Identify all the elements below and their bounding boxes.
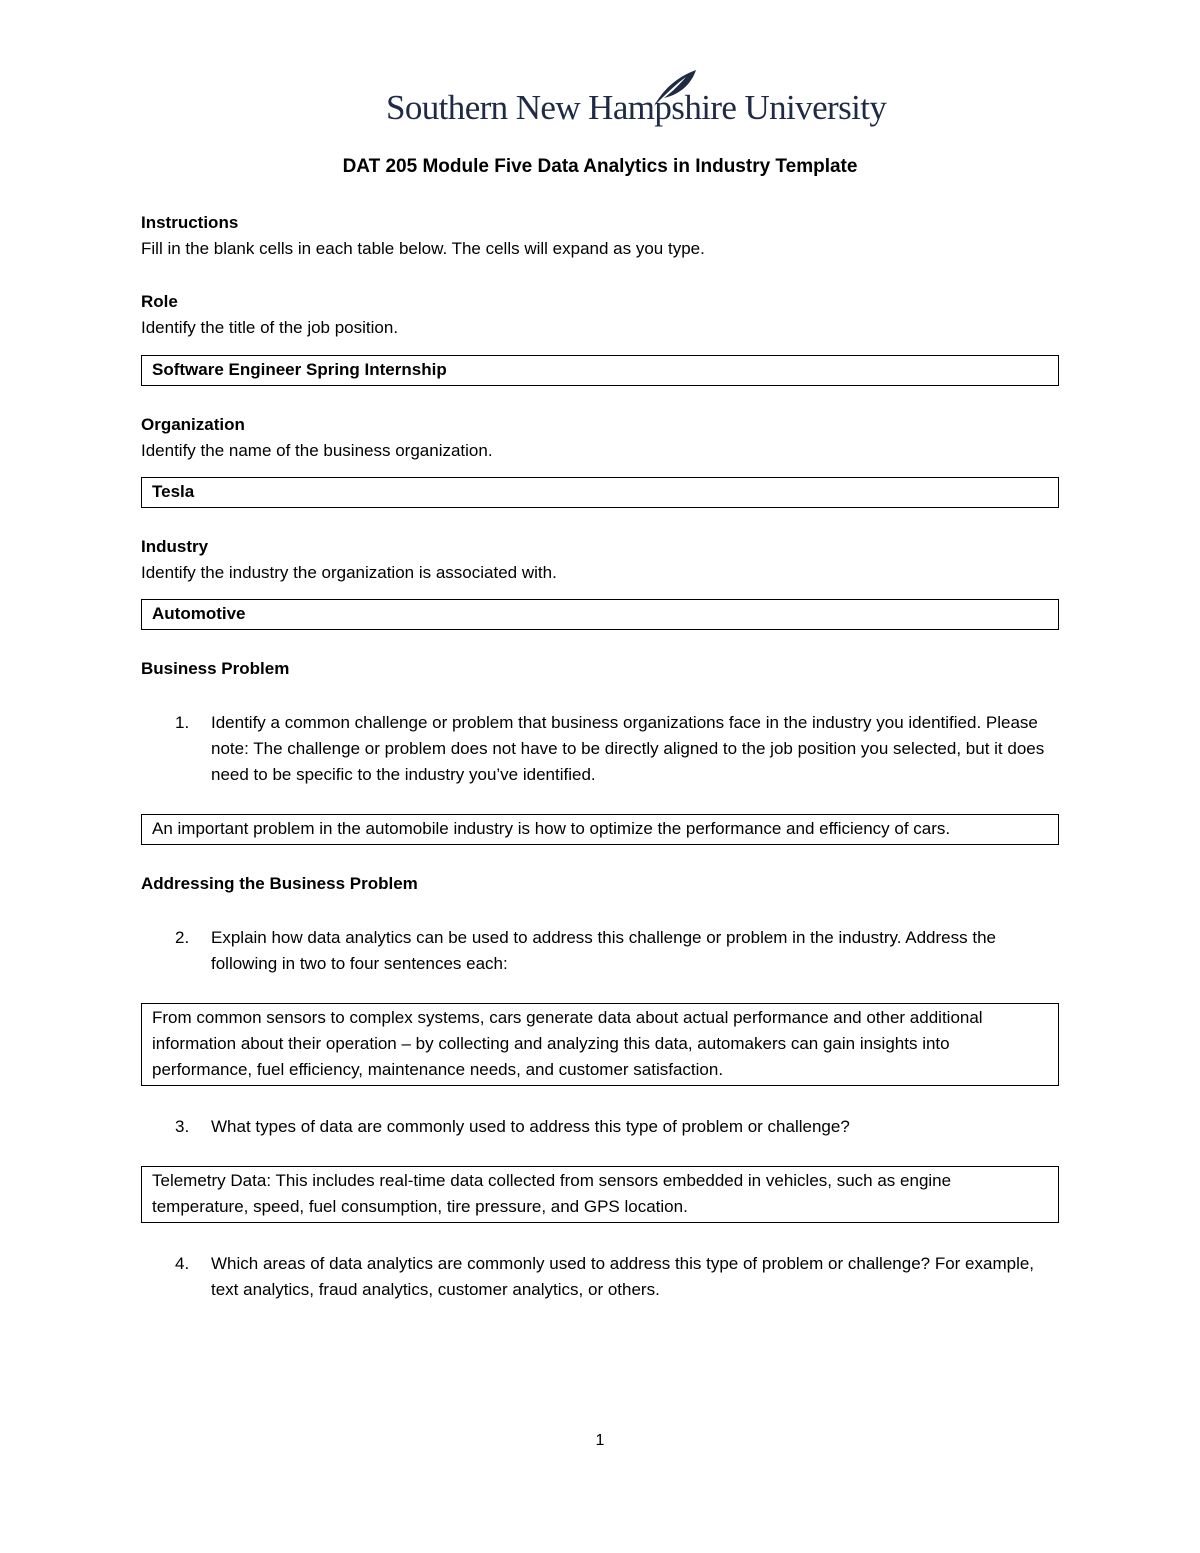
question-1: [141, 710, 1061, 788]
question-2-number: 2.: [175, 928, 190, 947]
organization-answer-cell[interactable]: Tesla: [141, 477, 1059, 508]
question-3-number: 3.: [175, 1117, 190, 1136]
logo-wordmark: Southern New Hampshire University: [386, 88, 887, 127]
question-2: [141, 925, 1061, 977]
instructions-heading: Instructions: [141, 213, 239, 232]
instructions-section: [141, 210, 1061, 262]
addressing-section: [141, 871, 1061, 1303]
business-problem-heading: Business Problem: [141, 659, 290, 678]
question-3: [141, 1114, 1061, 1140]
industry-heading: Industry: [141, 537, 209, 556]
role-section: [141, 289, 1061, 386]
question-1-answer-cell[interactable]: An important problem in the automobile industry is how to optimize the performance and efficiency of cars.: [141, 814, 1059, 845]
question-1-number: 1.: [175, 713, 190, 732]
role-heading: Role: [141, 292, 178, 311]
page-number: 1: [595, 1432, 605, 1449]
addressing-heading: Addressing the Business Problem: [141, 874, 418, 893]
question-2-text: Explain how data analytics can be used to address this challenge or problem in the industry. Address the following in two to four sentences each:: [211, 928, 996, 973]
question-3-answer-cell[interactable]: Telemetry Data: This includes real-time data collected from sensors embedded in vehicles, such as engine temperature, speed, fuel consumption, tire pressure, and GPS location.: [141, 1166, 1059, 1223]
university-logo: [386, 68, 887, 136]
feather-icon: [652, 68, 698, 108]
question-4: [141, 1251, 1061, 1303]
organization-text: Identify the name of the business organization.: [141, 441, 493, 460]
role-answer-cell[interactable]: Software Engineer Spring Internship: [141, 355, 1059, 386]
question-1-text: Identify a common challenge or problem that business organizations face in the industry you identified. Please note: The challenge or problem does not have to be directly aligned to the job position you selected, but it does need to be specific to the industry you’ve identified.: [211, 713, 1045, 784]
document-body: [141, 210, 1061, 1303]
instructions-text: Fill in the blank cells in each table below. The cells will expand as you type.: [141, 239, 705, 258]
organization-heading: Organization: [141, 415, 245, 434]
industry-section: [141, 534, 1061, 630]
role-text: Identify the title of the job position.: [141, 318, 399, 337]
organization-section: [141, 412, 1061, 508]
question-2-answer-cell[interactable]: From common sensors to complex systems, cars generate data about actual performance and other additional information about their operation – by collecting and analyzing this data, automakers can gain insights into performance, fuel efficiency, maintenance needs, and customer satisfaction.: [141, 1003, 1059, 1086]
question-4-text: Which areas of data analytics are commonly used to address this type of problem or challenge? For example, text analytics, fraud analytics, customer analytics, or others.: [211, 1254, 1035, 1299]
industry-text: Identify the industry the organization is associated with.: [141, 563, 557, 582]
document-title: DAT 205 Module Five Data Analytics in Industry Template: [342, 156, 858, 177]
business-problem-section: [141, 656, 1061, 845]
question-3-text: What types of data are commonly used to address this type of problem or challenge?: [211, 1117, 850, 1136]
industry-answer-cell[interactable]: Automotive: [141, 599, 1059, 630]
question-4-number: 4.: [175, 1254, 190, 1273]
